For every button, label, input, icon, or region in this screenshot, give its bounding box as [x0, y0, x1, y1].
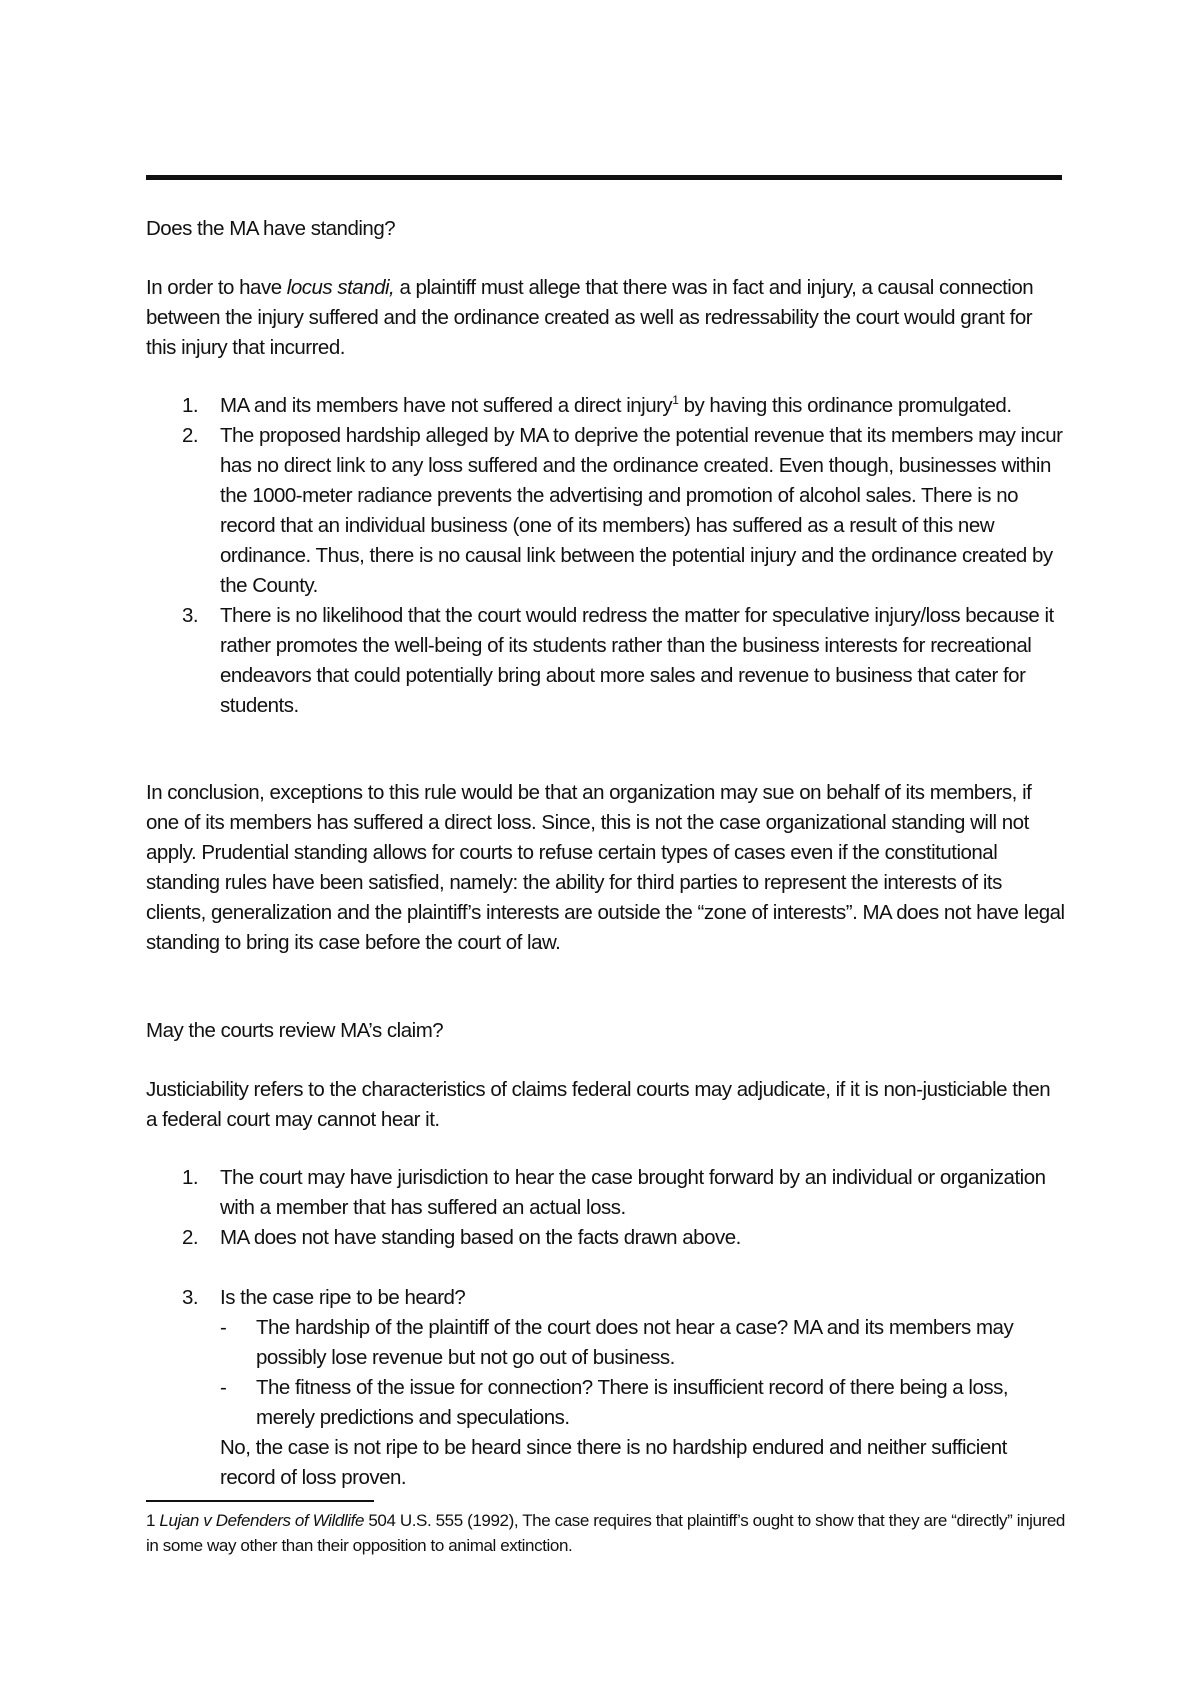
list-item [146, 391, 1066, 421]
sub-list-item [146, 1373, 1066, 1433]
item-number: 1. [182, 1166, 199, 1189]
intro-post: a plaintiff must allege that there was in fact and injury, a causal connection between the injury suffered and the ordinance created as well as redressability the court would grant for this injury that incurred. [146, 276, 1034, 359]
intro-pre: In order to have [146, 276, 287, 299]
heading-standing: Does the MA have standing? [146, 217, 396, 240]
intro-paragraph [146, 273, 1066, 363]
footnote [146, 1508, 1066, 1558]
standing-list [146, 391, 1066, 721]
sub-list-item [146, 1313, 1066, 1373]
dash-marker: - [220, 1376, 227, 1399]
footnote-text: 504 U.S. 555 (1992), The case requires that plaintiff’s ought to show that they are “directly” injured in some way other than their opposition to animal extinction. [146, 1511, 1065, 1555]
item-number: 2. [182, 424, 199, 447]
item-number: 2. [182, 1226, 199, 1249]
item-text: There is no likelihood that the court would redress the matter for speculative injury/loss because it rather promotes the well-being of its students rather than the business interests for recreational endeavors that could potentially bring about more sales and revenue to business that cater for students. [220, 604, 1054, 717]
item-number: 3. [182, 604, 199, 627]
item-number: 1. [182, 394, 199, 417]
item-text: MA does not have standing based on the facts drawn above. [220, 1226, 741, 1249]
intro-term: locus standi, [286, 276, 395, 299]
conclusion-paragraph: In conclusion, exceptions to this rule would be that an organization may sue on behalf of its members, if one of its members has suffered a direct loss. Since, this is not the case organizational standing will not apply. Prudential standing allows for courts to refuse certain types of cases even if the constitutional standing rules have been satisfied, namely: the ability for third parties to represent the interests of its clients, generalization and the plaintiff’s interests are outside the “zone of interests”. MA does not have legal standing to bring its case before the court of law. [146, 781, 1065, 954]
list-item [146, 601, 1066, 721]
header-rule [146, 175, 1062, 180]
footnote-case-name: Lujan v Defenders of Wildlife [159, 1511, 365, 1530]
item-text: The proposed hardship alleged by MA to deprive the potential revenue that its members may incur has no direct link to any loss suffered and the ordinance created. Even though, businesses within the 1000-meter radiance prevents the advertising and promotion of alcohol sales. There is no record that an individual business (one of its members) has suffered as a result of this new ordinance. Thus, there is no causal link between the potential injury and the ordinance created by the County. [220, 424, 1063, 597]
ripeness-note: No, the case is not ripe to be heard since there is no hardship endured and neither sufficient record of loss proven. [220, 1436, 1007, 1489]
item-number: 3. [182, 1286, 199, 1309]
justiciability-list [146, 1163, 1066, 1493]
item-text: Is the case ripe to be heard? [220, 1286, 466, 1309]
footnote-number: 1 [146, 1511, 160, 1530]
list-item [146, 1223, 1066, 1253]
heading-review: May the courts review MA’s claim? [146, 1019, 444, 1042]
item-text-pre: MA and its members have not suffered a direct injury [220, 394, 673, 417]
list-item [146, 421, 1066, 601]
list-item [146, 1283, 1066, 1313]
dash-marker: - [220, 1316, 227, 1339]
list-item [146, 1163, 1066, 1223]
item-text-post: by having this ordinance promulgated. [678, 394, 1012, 417]
justiciability-paragraph: Justiciability refers to the characteristics of claims federal courts may adjudicate, if it is non-justiciable then a federal court may cannot hear it. [146, 1078, 1051, 1131]
footnote-rule [146, 1500, 374, 1502]
sub-item-text: The fitness of the issue for connection? There is insufficient record of there being a loss, merely predictions and speculations. [256, 1376, 1009, 1429]
sub-item-text: The hardship of the plaintiff of the court does not hear a case? MA and its members may possibly lose revenue but not go out of business. [256, 1316, 1014, 1369]
item-text: The court may have jurisdiction to hear the case brought forward by an individual or organization with a member that has suffered an actual loss. [220, 1166, 1046, 1219]
footnote-ref[interactable]: 1 [672, 393, 679, 408]
